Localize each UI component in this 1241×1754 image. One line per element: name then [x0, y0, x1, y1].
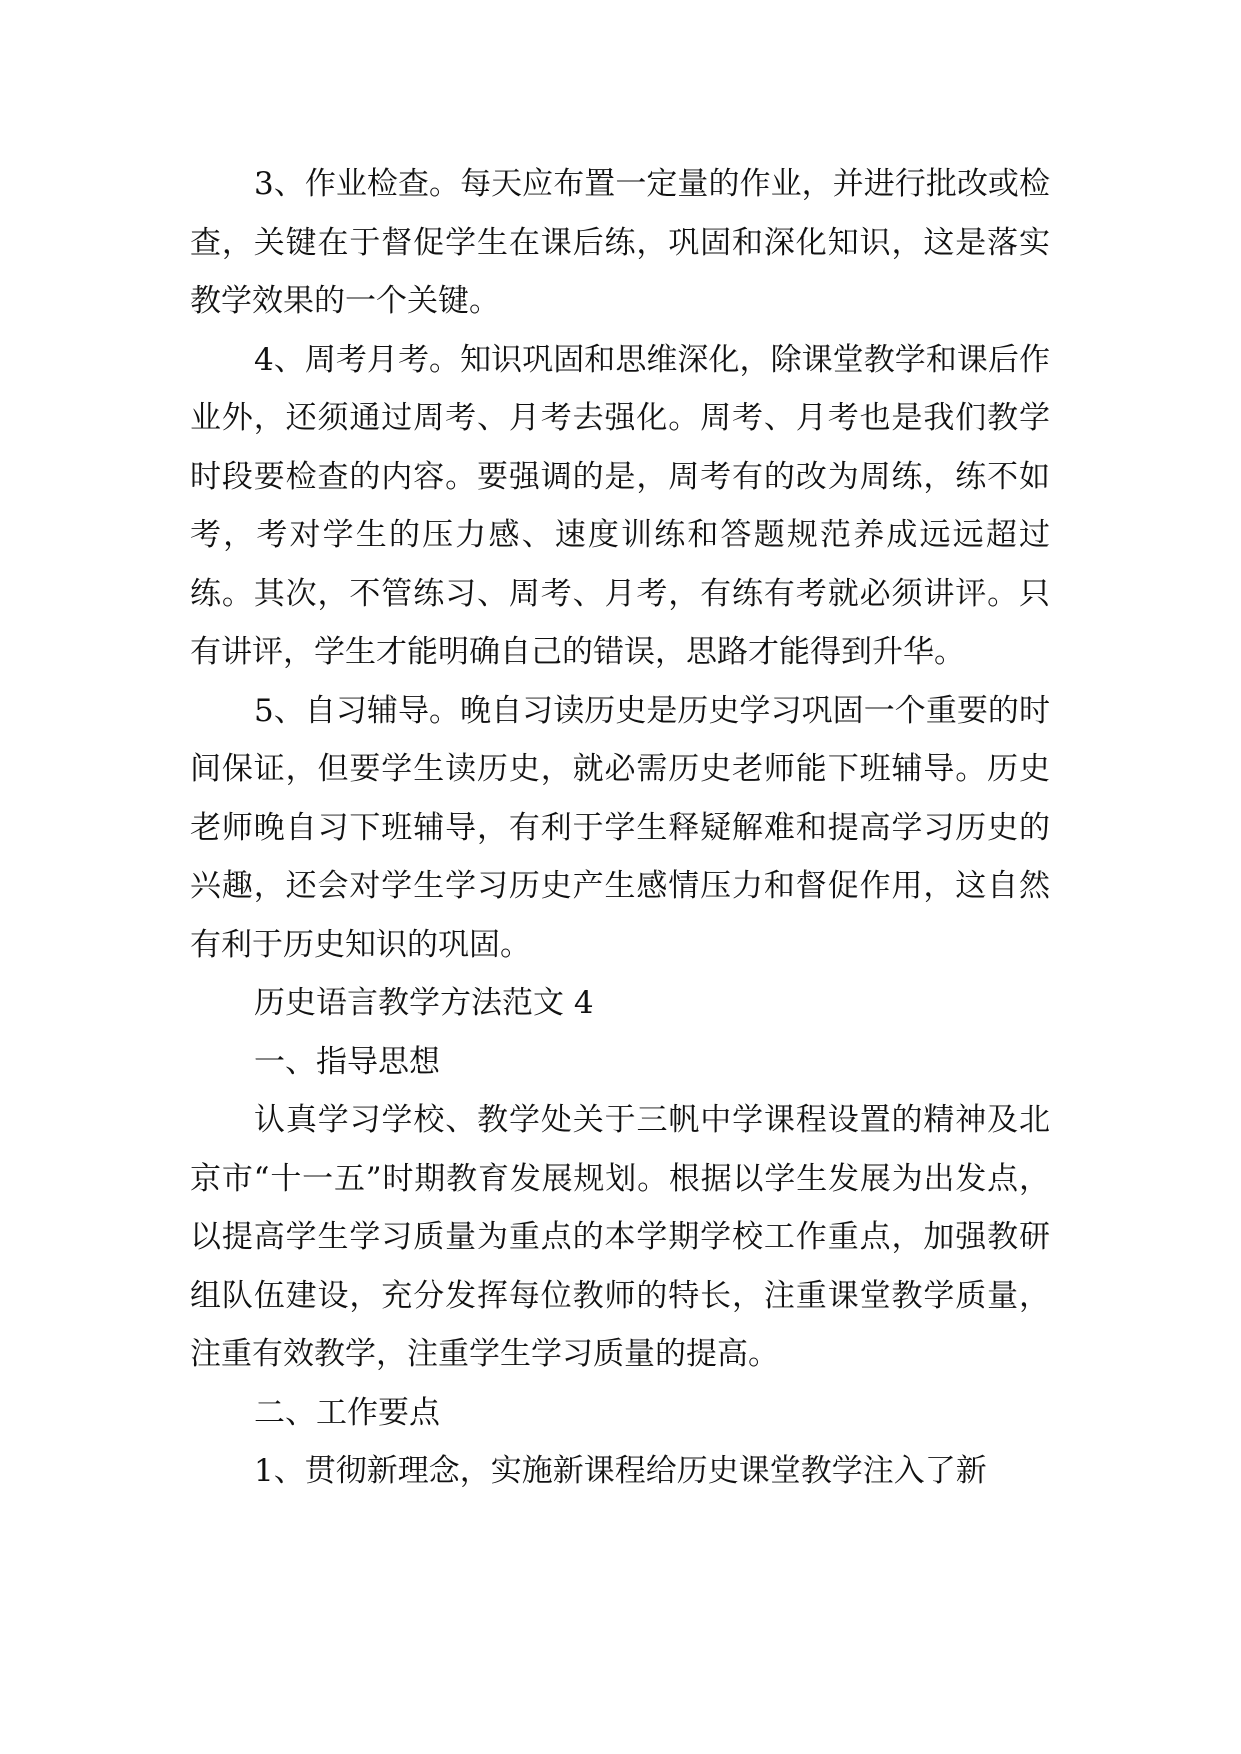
paragraph-new-curriculum: 1、贯彻新理念，实施新课程给历史课堂教学注入了新: [254, 1453, 987, 1489]
paragraph-self-study-tutoring: 5、自习辅导。晚自习读历史是历史学习巩固一个重要的时间保证，但要学生读历史，就必需历史老师能下班辅导。历史老师晚自习下班辅导，有利于学生释疑解难和提高学习历史的兴趣，还会对学生学习历史产生感情压力和督促作用，这自然有利于历史知识的巩固。: [190, 692, 1050, 963]
document-body: [190, 155, 1050, 1501]
paragraph-guiding-ideology: 认真学习学校、教学处关于三帆中学课程设置的精神及北京市“十一五”时期教育发展规划。根据以学生发展为出发点，以提高学生学习质量为重点的本学期学校工作重点，加强教研组队伍建设，充分发挥每位教师的特长，注重课堂教学质量，注重有效教学，注重学生学习质量的提高。: [190, 1102, 1050, 1372]
paragraph-homework-check: 3、作业检查。每天应布置一定量的作业，并进行批改或检查，关键在于督促学生在课后练，巩固和深化知识，这是落实教学效果的一个关键。: [190, 166, 1050, 319]
paragraph-weekly-monthly-exams: 4、周考月考。知识巩固和思维深化，除课堂教学和课后作业外，还须通过周考、月考去强化。周考、月考也是我们教学时段要检查的内容。要强调的是，周考有的改为周练，练不如考，考对学生的压力感、速度训练和答题规范养成远远超过练。其次，不管练习、周考、月考，有练有考就必须讲评。只有讲评，学生才能明确自己的错误，思路才能得到升华。: [190, 341, 1050, 670]
heading-work-points: 二、工作要点: [254, 1394, 440, 1431]
heading-guiding-ideology: 一、指导思想: [254, 1043, 440, 1080]
section-title: 历史语言教学方法范文 4: [254, 985, 594, 1021]
